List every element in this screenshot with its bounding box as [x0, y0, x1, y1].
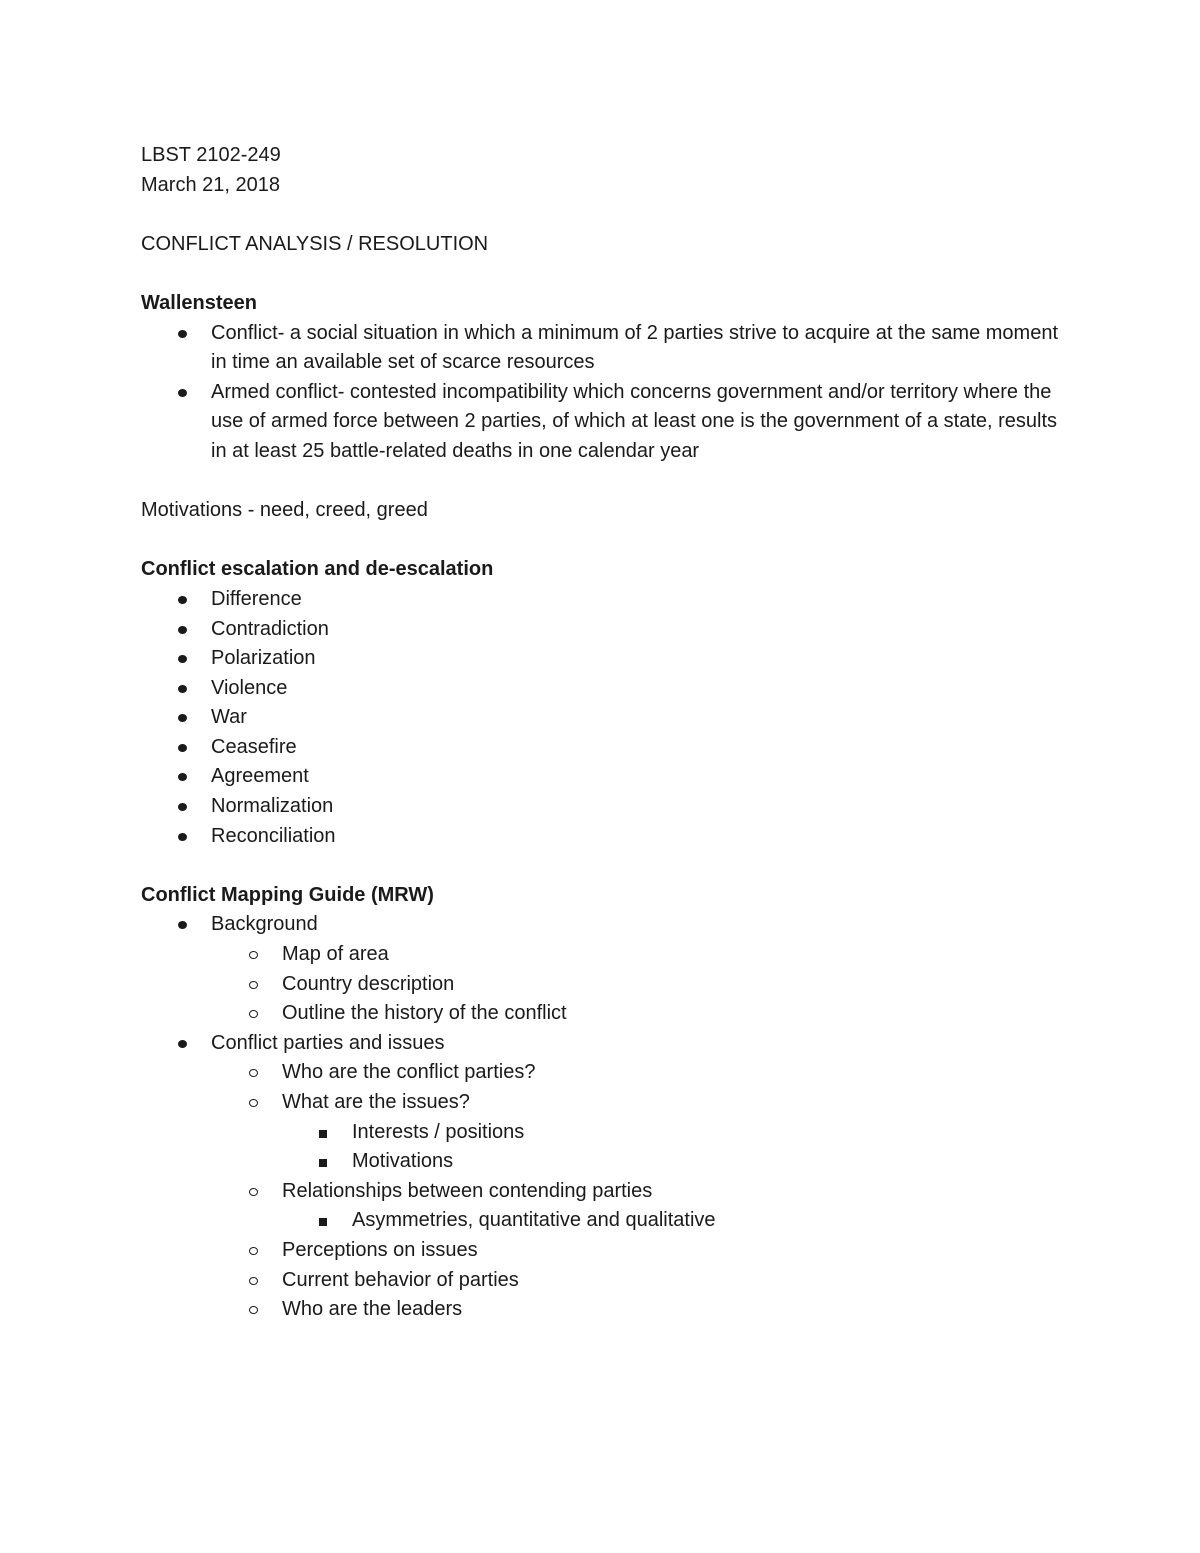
list-item-text: Normalization	[211, 795, 334, 818]
list-item	[141, 674, 1071, 704]
section-heading-mapping: Conflict Mapping Guide (MRW)	[141, 883, 434, 906]
list-item	[141, 1147, 1071, 1177]
list-item	[141, 999, 1071, 1029]
square-bullet-icon	[319, 1130, 327, 1138]
list-item	[141, 1118, 1071, 1148]
spacer	[141, 851, 1071, 881]
list-item-text: Conflict parties and issues	[211, 1031, 445, 1054]
hollow-bullet-icon	[249, 1099, 258, 1107]
bullet-icon	[178, 389, 187, 397]
list-item	[141, 1029, 1071, 1059]
bullet-icon	[178, 685, 187, 693]
list-item-text: Country description	[282, 972, 455, 995]
list-item-text: Contradiction	[211, 617, 329, 640]
wallensteen-list	[141, 319, 1071, 467]
list-item	[141, 1206, 1071, 1236]
bullet-icon	[178, 744, 187, 752]
list-item-text: Agreement	[211, 765, 309, 788]
list-item	[141, 970, 1071, 1000]
list-item	[141, 940, 1071, 970]
list-item	[141, 615, 1071, 645]
list-item-text: War	[211, 706, 247, 729]
list-item	[141, 762, 1071, 792]
list-item	[141, 1266, 1071, 1296]
list-item	[141, 378, 1071, 467]
hollow-bullet-icon	[249, 951, 258, 959]
square-bullet-icon	[319, 1218, 327, 1226]
list-item	[141, 1058, 1071, 1088]
list-item-text: Polarization	[211, 647, 316, 670]
list-item-text: Conflict- a social situation in which a minimum of 2 parties strive to acquire at the same moment in time an available set of scarce resources	[211, 321, 1059, 374]
bullet-icon	[178, 626, 187, 634]
escalation-list	[141, 585, 1071, 851]
list-item	[141, 585, 1071, 615]
hollow-bullet-icon	[249, 1069, 258, 1077]
spacer	[141, 467, 1071, 497]
section-heading-escalation: Conflict escalation and de-escalation	[141, 558, 494, 581]
document-page	[141, 141, 1071, 1325]
list-item-text: Motivations	[352, 1150, 454, 1173]
spacer	[141, 526, 1071, 556]
list-item-text: Difference	[211, 587, 302, 610]
spacer	[141, 259, 1071, 289]
list-item-text: Asymmetries, quantitative and qualitative	[352, 1209, 716, 1232]
list-item	[141, 1088, 1071, 1118]
list-item	[141, 910, 1071, 940]
bullet-icon	[178, 921, 187, 929]
bullet-icon	[178, 803, 187, 811]
document-title: CONFLICT ANALYSIS / RESOLUTION	[141, 232, 489, 255]
bullet-icon	[178, 714, 187, 722]
motivations-line: Motivations - need, creed, greed	[141, 499, 428, 522]
bullet-icon	[178, 596, 187, 604]
list-item-text: Armed conflict- contested incompatibility which concerns government and/or territory where the use of armed force between 2 parties, of which at least one is the government of a state, results in at least 25 battle-related deaths in one calendar year	[211, 380, 1058, 462]
list-item-text: Who are the conflict parties?	[282, 1061, 536, 1084]
hollow-bullet-icon	[249, 1010, 258, 1018]
list-item-text: Reconciliation	[211, 824, 336, 847]
bullet-icon	[178, 330, 187, 338]
hollow-bullet-icon	[249, 1277, 258, 1285]
hollow-bullet-icon	[249, 981, 258, 989]
list-item-text: Violence	[211, 676, 288, 699]
list-item-text: Outline the history of the conflict	[282, 1002, 567, 1025]
list-item	[141, 319, 1071, 378]
mapping-list	[141, 910, 1071, 1324]
section-heading-wallensteen: Wallensteen	[141, 291, 257, 314]
list-item	[141, 733, 1071, 763]
list-item-text: Map of area	[282, 943, 389, 966]
list-item-text: Current behavior of parties	[282, 1268, 519, 1291]
course-code: LBST 2102-249	[141, 144, 281, 166]
square-bullet-icon	[319, 1159, 327, 1167]
list-item	[141, 644, 1071, 674]
bullet-icon	[178, 1040, 187, 1048]
list-item	[141, 1236, 1071, 1266]
list-item-text: What are the issues?	[282, 1091, 470, 1113]
list-item	[141, 792, 1071, 822]
bullet-icon	[178, 773, 187, 781]
bullet-icon	[178, 655, 187, 663]
list-item	[141, 1177, 1071, 1207]
list-item-text: Background	[211, 913, 318, 936]
hollow-bullet-icon	[249, 1247, 258, 1255]
bullet-icon	[178, 833, 187, 841]
hollow-bullet-icon	[249, 1188, 258, 1196]
hollow-bullet-icon	[249, 1306, 258, 1314]
list-item-text: Who are the leaders	[282, 1298, 463, 1321]
list-item	[141, 822, 1071, 852]
list-item-text: Relationships between contending parties	[282, 1179, 653, 1202]
document-date: March 21, 2018	[141, 173, 280, 196]
list-item	[141, 1295, 1071, 1325]
list-item	[141, 703, 1071, 733]
spacer	[141, 200, 1071, 230]
list-item-text: Interests / positions	[352, 1120, 525, 1143]
list-item-text: Ceasefire	[211, 735, 297, 758]
list-item-text: Perceptions on issues	[282, 1238, 478, 1261]
